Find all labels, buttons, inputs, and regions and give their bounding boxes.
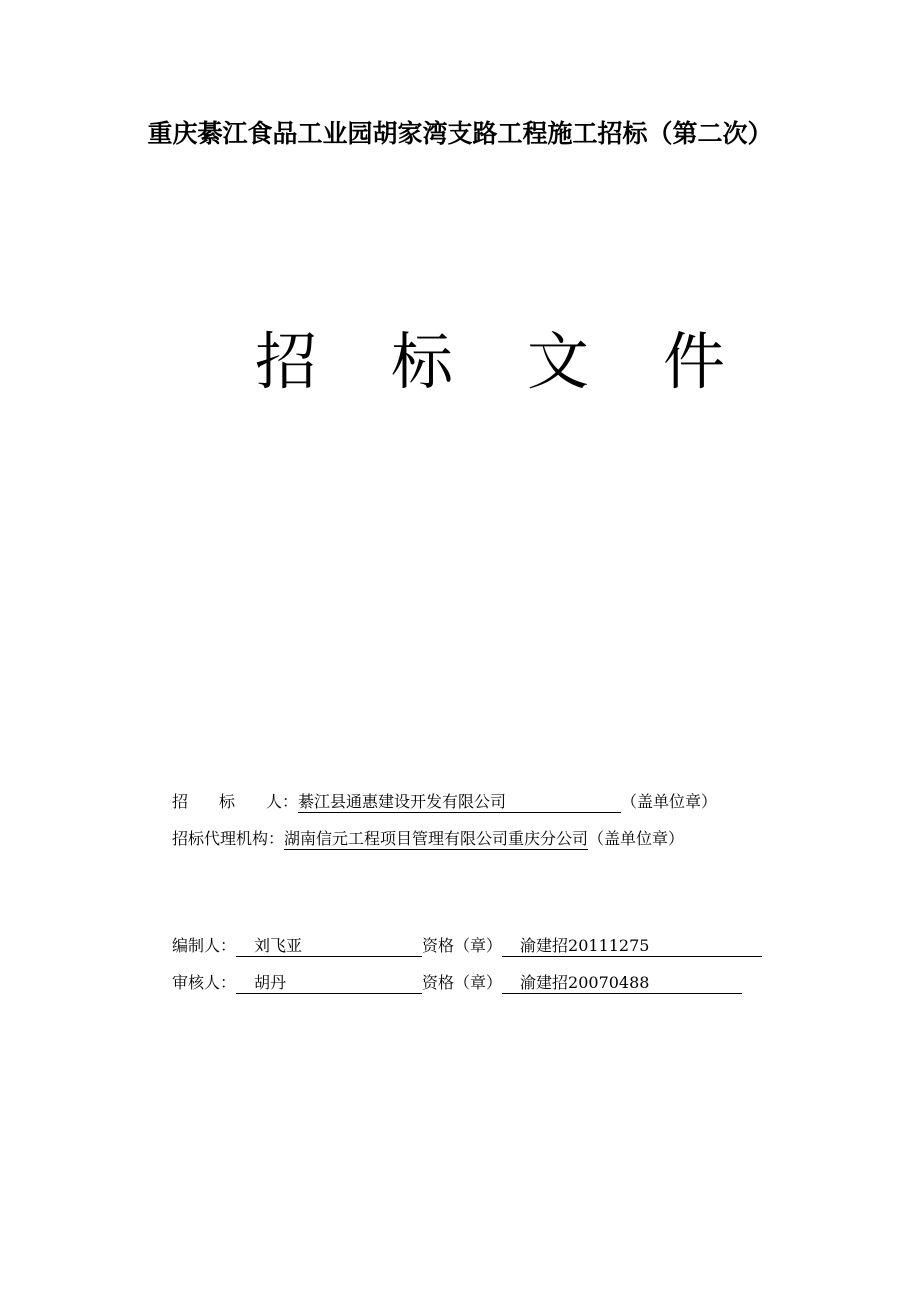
editor-cert-label: 资格（章） bbox=[422, 936, 503, 955]
tenderer-label: 招 标 人 bbox=[172, 792, 282, 811]
document-title-char: 文 bbox=[526, 325, 589, 398]
editor-row bbox=[172, 935, 762, 957]
reviewer-row bbox=[172, 972, 742, 994]
editor-label: 编制人： bbox=[172, 936, 237, 955]
project-title: 重庆綦江食品工业园胡家湾支路工程施工招标（第二次） bbox=[147, 119, 773, 148]
document-title-char: 标 bbox=[390, 325, 453, 398]
agent-value: 湖南信元工程项目管理有限公司重庆分公司 bbox=[284, 829, 589, 848]
tenderer-label-colon: ： bbox=[282, 792, 299, 811]
agent-label: 招标代理机构： bbox=[172, 829, 285, 848]
editor-name: 刘飞亚 bbox=[236, 936, 422, 957]
document-title-char: 件 bbox=[662, 325, 725, 398]
document-title bbox=[255, 322, 725, 402]
tenderer-value: 綦江县通惠建设开发有限公司 bbox=[298, 792, 621, 813]
reviewer-name: 胡丹 bbox=[236, 973, 422, 994]
reviewer-cert-label: 资格（章） bbox=[422, 973, 503, 992]
tenderer-seal-note: （盖单位章） bbox=[621, 792, 718, 811]
reviewer-label: 审核人： bbox=[172, 973, 237, 992]
agent-row bbox=[172, 828, 684, 850]
agent-seal-note: （盖单位章） bbox=[588, 829, 685, 848]
reviewer-cert-value: 渝建招20070488 bbox=[502, 973, 742, 994]
editor-cert-value: 渝建招20111275 bbox=[502, 936, 762, 957]
document-title-char: 招 bbox=[255, 325, 318, 398]
tenderer-row bbox=[172, 791, 717, 813]
